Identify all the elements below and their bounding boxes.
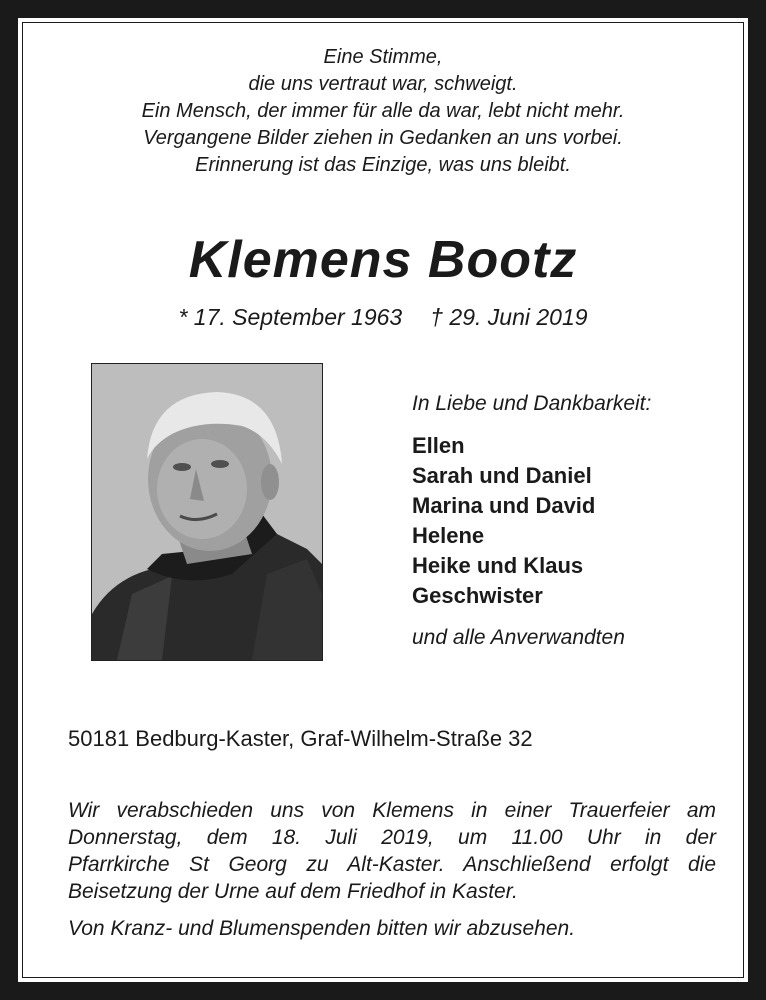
flowers-note: Von Kranz- und Blumenspenden bitten wir abzusehen.	[68, 917, 576, 940]
other-relatives: und alle Anverwandten	[412, 626, 625, 649]
poem-line: die uns vertraut war, schweigt.	[248, 73, 518, 95]
thanks-intro: In Liebe und Dankbarkeit:	[412, 392, 652, 415]
mourner-name: Geschwister	[412, 583, 543, 608]
poem-line: Eine Stimme,	[323, 46, 443, 68]
poem-line: Vergangene Bilder ziehen in Gedanken an uns vorbei.	[143, 127, 623, 149]
poem	[18, 44, 748, 179]
mourner-name: Marina und David	[412, 493, 596, 518]
ceremony-line: Donnerstag, dem 18. Juli 2019, um 11.00 Uhr in der	[68, 826, 716, 849]
deceased-name: Klemens Bootz	[188, 231, 578, 289]
ceremony-text	[68, 797, 716, 905]
portrait-photo	[91, 363, 323, 661]
mourner-name: Sarah und Daniel	[412, 463, 592, 488]
obituary-card	[18, 18, 748, 982]
ceremony-line: Beisetzung der Urne auf dem Friedhof in Kaster.	[68, 880, 518, 903]
ceremony-line: Wir verabschieden uns von Klemens in einer Trauerfeier am	[68, 799, 716, 822]
mourner-name: Ellen	[412, 433, 465, 458]
mourner-name: Helene	[412, 523, 485, 548]
poem-line: Ein Mensch, der immer für alle da war, lebt nicht mehr.	[141, 100, 625, 122]
mourner-list	[412, 431, 595, 611]
portrait-image	[92, 364, 322, 660]
death-date: † 29. Juni 2019	[430, 304, 588, 330]
life-dates	[18, 304, 748, 331]
ceremony-line: Pfarrkirche St Georg zu Alt-Kaster. Anschließend erfolgt die	[68, 853, 716, 876]
birth-date: * 17. September 1963	[178, 304, 403, 330]
poem-line: Erinnerung ist das Einzige, was uns bleibt.	[195, 154, 571, 176]
mourner-name: Heike und Klaus	[412, 553, 584, 578]
address: 50181 Bedburg-Kaster, Graf-Wilhelm-Straße 32	[68, 726, 533, 751]
